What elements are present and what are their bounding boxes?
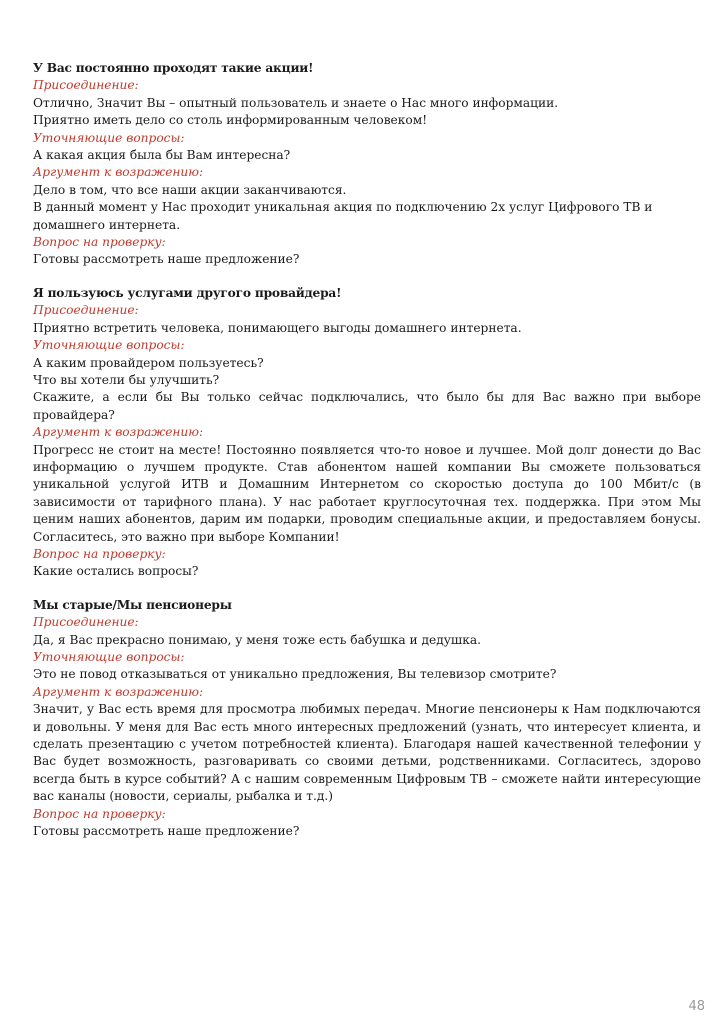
question-text: Скажите, а если бы Вы только сейчас подключались, что было бы для Вас важно при выборе провайдера? xyxy=(33,390,701,422)
argument-text: Значит, у Вас есть время для просмотра любимых передач. Многие пенсионеры к Нам подключаются и довольны. У меня для Вас есть много интересных предложений (узнать, что интересует клиента, и сделать презентацию с учетом потребностей клиента). Благодаря нашей качественной телефонии у Вас будет возможность, разговаривать со своими детьми, родственниками. Согласитесь, здорово всегда быть в курсе событий? А с нашим современным Цифровым ТВ – сможете найти интересующие вас каналы (новости, сериалы, рыбалка и т.д.) xyxy=(33,702,701,804)
check-label: Вопрос на проверку: xyxy=(33,546,166,561)
argument-text: Прогресс не стоит на месте! Постоянно появляется что-то новое и лучшее. Мой долг донести до Вас информацию о лучшем продукте. Став абонентом нашей компании Вы сможете пользоваться уникальной услугой ИТВ и Домашним Интернетом со скоростью доступа до 100 Мбит/с (в зависимости от тарифного плана). У нас работает круглосуточная тех. поддержка. При этом Мы ценим наших абонентов, дарим им подарки, проводим специальные акции, и предоставляем бонусы. Согласитесь, это важно при выборе Компании! xyxy=(33,442,701,544)
argument-label: Аргумент к возражению: xyxy=(33,425,204,440)
join-label: Присоединение: xyxy=(33,78,139,93)
check-text: Готовы рассмотреть наше предложение? xyxy=(33,252,300,267)
page-number: 48 xyxy=(688,999,705,1014)
argument-label: Аргумент к возражению: xyxy=(33,165,204,180)
objection-heading: Я пользуюсь услугами другого провайдера! xyxy=(33,285,342,300)
questions-label: Уточняющие вопросы: xyxy=(33,650,185,664)
argument-text: Дело в том, что все наши акции заканчиваются. xyxy=(33,182,347,197)
objection-heading: У Вас постоянно проходят такие акции! xyxy=(33,61,314,75)
check-label: Вопрос на проверку: xyxy=(33,235,166,250)
join-label: Присоединение: xyxy=(33,303,139,318)
objection-section xyxy=(33,597,701,841)
check-label: Вопрос на проверку: xyxy=(33,806,166,821)
join-label: Присоединение: xyxy=(33,615,139,630)
question-text: А какая акция была бы Вам интересна? xyxy=(33,148,291,163)
question-text: Что вы хотели бы улучшить? xyxy=(33,372,220,387)
questions-label: Уточняющие вопросы: xyxy=(33,338,185,353)
objection-section xyxy=(33,60,701,269)
objection-section xyxy=(33,285,701,581)
check-text: Какие остались вопросы? xyxy=(33,564,199,579)
check-text: Готовы рассмотреть наше предложение? xyxy=(33,824,300,839)
question-text: А каким провайдером пользуетесь? xyxy=(33,355,264,370)
join-text: Да, я Вас прекрасно понимаю, у меня тоже есть бабушка и дедушка. xyxy=(33,632,481,647)
question-text: Это не повод отказываться от уникально предложения, Вы телевизор смотрите? xyxy=(33,667,557,682)
join-text: Приятно иметь дело со столь информированным человеком! xyxy=(33,113,428,128)
argument-label: Аргумент к возражению: xyxy=(33,684,204,699)
questions-label: Уточняющие вопросы: xyxy=(33,130,185,145)
document-page xyxy=(33,60,701,856)
argument-text: В данный момент у Нас проходит уникальная акция по подключению 2х услуг Цифрового ТВ и домашнего интернета. xyxy=(33,200,653,232)
join-text: Отлично, Значит Вы – опытный пользователь и знаете о Нас много информации. xyxy=(33,95,559,110)
objection-heading: Мы старые/Мы пенсионеры xyxy=(33,597,232,612)
join-text: Приятно встретить человека, понимающего выгоды домашнего интернета. xyxy=(33,320,522,335)
